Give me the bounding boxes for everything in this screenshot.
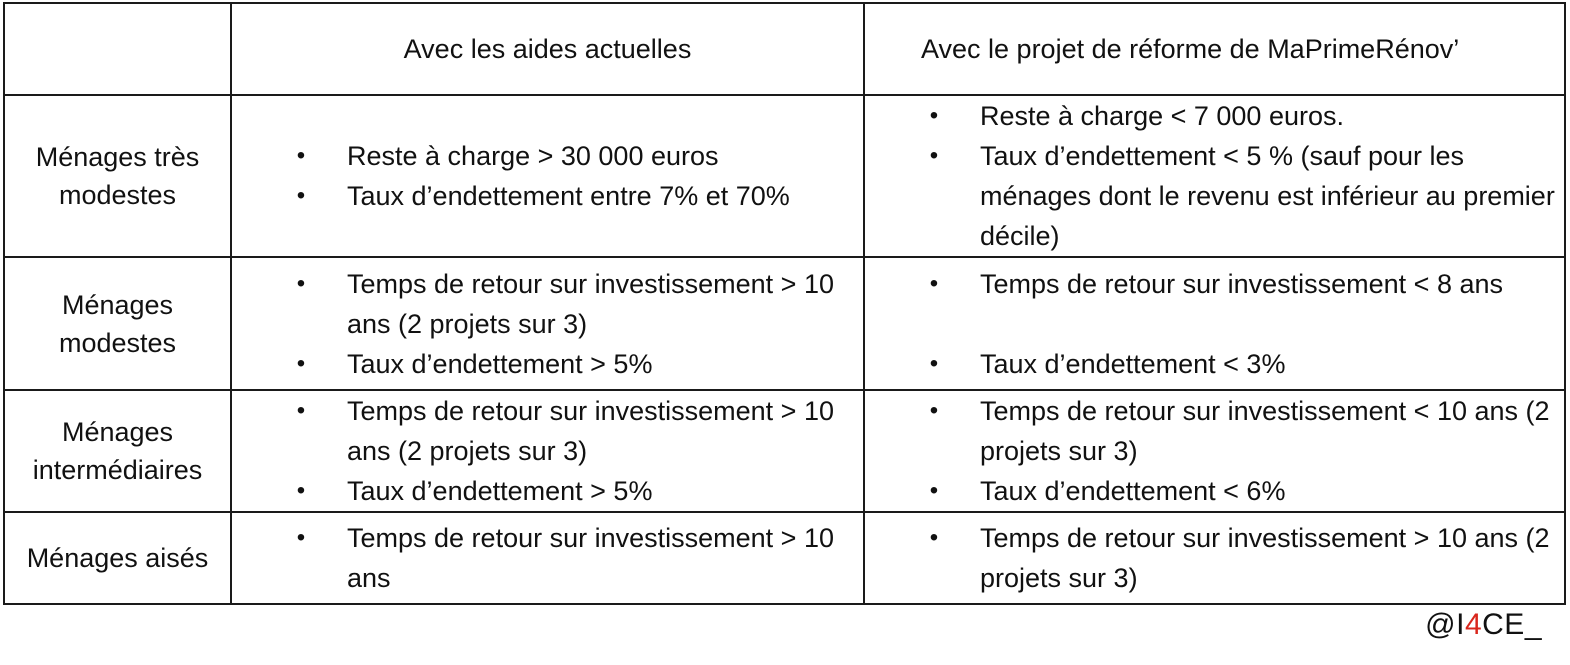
list-item (865, 264, 1564, 304)
bullet-icon: • (296, 269, 306, 297)
corner-header-cell (4, 3, 231, 95)
cell-current-modestes (231, 257, 864, 390)
list-item-text: Temps de retour sur investissement < 10 ans (2 projets sur 3) (980, 396, 1550, 466)
row-label-intermediaires: Ménages intermédiaires (4, 390, 231, 512)
list-item-text: Reste à charge > 30 000 euros (347, 141, 719, 171)
credit-suffix: CE_ (1482, 608, 1542, 641)
bullet-icon: • (296, 524, 306, 551)
list-item-text: Temps de retour sur investissement > 10 ans (2 projets sur 3) (347, 396, 834, 466)
bullet-icon: • (296, 477, 306, 504)
bullet-icon: • (296, 397, 306, 424)
list-item (865, 391, 1564, 471)
list-item (232, 136, 863, 176)
list-item-text: Reste à charge < 7 000 euros. (980, 101, 1344, 131)
list-item-text: Taux d’endettement > 5% (347, 476, 653, 506)
bullet-icon: • (929, 349, 939, 377)
comparison-table (3, 2, 1566, 605)
row-label-aises: Ménages aisés (4, 512, 231, 604)
list-item (865, 96, 1564, 136)
table-row (4, 95, 1565, 257)
bullet-icon: • (929, 142, 939, 169)
bullet-icon: • (929, 477, 939, 504)
list-item-text: Taux d’endettement < 3% (980, 348, 1286, 379)
list-item-text: Taux d’endettement entre 7% et 70% (347, 181, 790, 211)
cell-reform-tres-modestes (864, 95, 1565, 257)
list-item (232, 264, 863, 344)
row-label-tres-modestes: Ménages très modestes (4, 95, 231, 257)
header-current-aids: Avec les aides actuelles (231, 3, 864, 95)
source-credit (1425, 608, 1542, 642)
list-item (865, 136, 1564, 256)
credit-accent: 4 (1464, 608, 1483, 641)
list-item (865, 518, 1564, 598)
list-item-text: Taux d’endettement > 5% (347, 348, 653, 379)
list-item-text: Temps de retour sur investissement > 10 ans (2 projets sur 3) (980, 523, 1550, 593)
list-item-text: Temps de retour sur investissement > 10 ans (2 projets sur 3) (347, 268, 834, 339)
list-item (232, 176, 863, 216)
bullet-icon: • (929, 524, 939, 551)
table-row (4, 512, 1565, 604)
list-item (232, 344, 863, 384)
cell-reform-modestes (864, 257, 1565, 390)
table-header-row (4, 3, 1565, 95)
table-row (4, 257, 1565, 390)
header-reform-project: Avec le projet de réforme de MaPrimeRénov’ (864, 3, 1565, 95)
list-item-text: Taux d’endettement < 6% (980, 476, 1286, 506)
list-item-text: Temps de retour sur investissement > 10 ans (347, 523, 834, 593)
list-item (865, 344, 1564, 384)
row-label-modestes: Ménages modestes (4, 257, 231, 390)
list-item (232, 391, 863, 471)
list-item (232, 471, 863, 511)
bullet-icon: • (296, 182, 306, 209)
list-item (232, 518, 863, 598)
cell-current-tres-modestes (231, 95, 864, 257)
bullet-icon: • (929, 102, 939, 129)
bullet-icon: • (296, 349, 306, 377)
list-item-text: Temps de retour sur investissement < 8 ans (980, 268, 1503, 299)
bullet-icon: • (929, 397, 939, 424)
cell-current-intermediaires (231, 390, 864, 512)
cell-current-aises (231, 512, 864, 604)
list-item-text: Taux d’endettement < 5 % (sauf pour les ménages dont le revenu est inférieur au premier décile) (980, 141, 1555, 251)
cell-reform-aises (864, 512, 1565, 604)
credit-prefix: @I (1425, 608, 1465, 641)
table-row (4, 390, 1565, 512)
bullet-icon: • (929, 269, 939, 297)
cell-reform-intermediaires (864, 390, 1565, 512)
bullet-icon: • (296, 142, 306, 169)
list-item (865, 471, 1564, 511)
